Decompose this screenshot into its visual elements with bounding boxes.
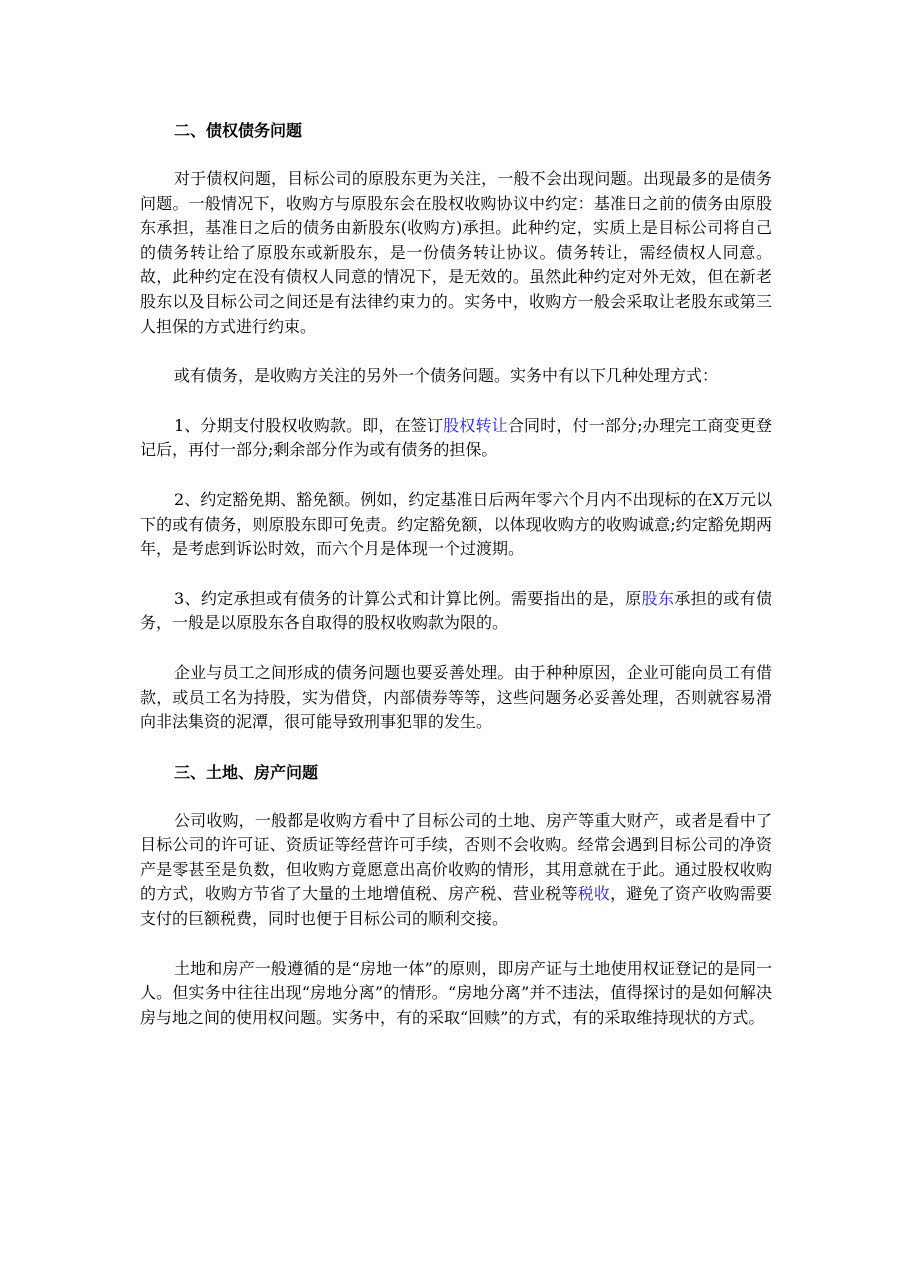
section-land-property	[140, 760, 772, 1031]
paragraph	[140, 364, 772, 389]
section-heading: 三、土地、房产问题	[174, 762, 319, 782]
text-run: 或有债务，是收购方关注的另外一个债务问题。实务中有以下几种处理方式：	[174, 366, 719, 386]
text-run: 对于债权问题，目标公司的原股东更为关注，一般不会出现问题。出现最多的是债务问题。一般情况下，收购方与原股东会在股权收购协议中约定：基准日之前的债务由原股东承担，基准日之后的债务由新股东(收购方)承担。此种约定，实质上是目标公司将自己的债务转让给了原股东或新股东，是一份债务转让协议。债务转让，需经债权人同意。故，此种约定在没有债权人同意的情况下，是无效的。虽然此种约定对外无效，但在新老股东以及目标公司之间还是有法律约束力的。实务中，收购方一般会采取让老股东或第三人担保的方式进行约束。	[140, 169, 772, 336]
section-heading: 二、债权债务问题	[174, 121, 303, 140]
paragraph	[140, 809, 772, 932]
paragraph	[140, 488, 772, 562]
text-run: 承担的或有债务，一般是以原股东各自取得的股权收购款为限的。	[140, 588, 772, 633]
equity-transfer-link[interactable]: 股权转让	[443, 415, 508, 435]
paragraph	[140, 167, 772, 339]
text-run: 2、约定豁免期、豁免额。例如，约定基准日后两年零六个月内不出现标的在X万元以下的或有债务，则原股东即可免责。约定豁免额，以体现收购方的收购诚意;约定豁免期两年，是考虑到诉讼时效，而六个月是体现一个过渡期。	[140, 489, 772, 559]
paragraph	[140, 957, 772, 1031]
section-debt	[140, 118, 772, 735]
document-page	[140, 118, 772, 1055]
shareholder-link[interactable]: 股东	[641, 588, 675, 608]
text-run: 合同时，付一部分;办理完工商变更登记后，再付一部分;剩余部分作为或有债务的担保。	[140, 415, 772, 460]
paragraph	[140, 587, 772, 636]
taxation-link[interactable]: 税收	[577, 884, 611, 904]
paragraph	[140, 661, 772, 735]
text-run: 公司收购，一般都是收购方看中了目标公司的土地、房产等重大财产，或者是看中了目标公司的许可证、资质证等经营许可手续，否则不会收购。经常会遇到目标公司的净资产是零甚至是负数，但收购方竟愿意出高价收购的情形，其用意就在于此。通过股权收购的方式，收购方节省了大量的土地增值税、房产税、营业税等	[140, 810, 772, 904]
text-run: ，避免了资产收购需要支付的巨额税费，同时也便于目标公司的顺利交接。	[140, 884, 772, 929]
paragraph	[140, 414, 772, 463]
text-run: 企业与员工之间形成的债务问题也要妥善处理。由于种种原因，企业可能向员工有借款，或员工名为持股，实为借贷，内部债券等等，这些问题务必妥善处理，否则就容易滑向非法集资的泥潭，很可能导致刑事犯罪的发生。	[140, 662, 772, 732]
text-run: 3、约定承担或有债务的计算公式和计算比例。需要指出的是，原	[174, 588, 642, 608]
text-run: 1、分期支付股权收购款。即，在签订	[174, 415, 444, 435]
text-run: 土地和房产一般遵循的是“房地一体”的原则，即房产证与土地使用权证登记的是同一人。但实务中往往出现“房地分离”的情形。“房地分离”并不违法，值得探讨的是如何解决房与地之间的使用权问题。实务中，有的采取“回赎”的方式，有的采取维持现状的方式。	[140, 958, 772, 1027]
